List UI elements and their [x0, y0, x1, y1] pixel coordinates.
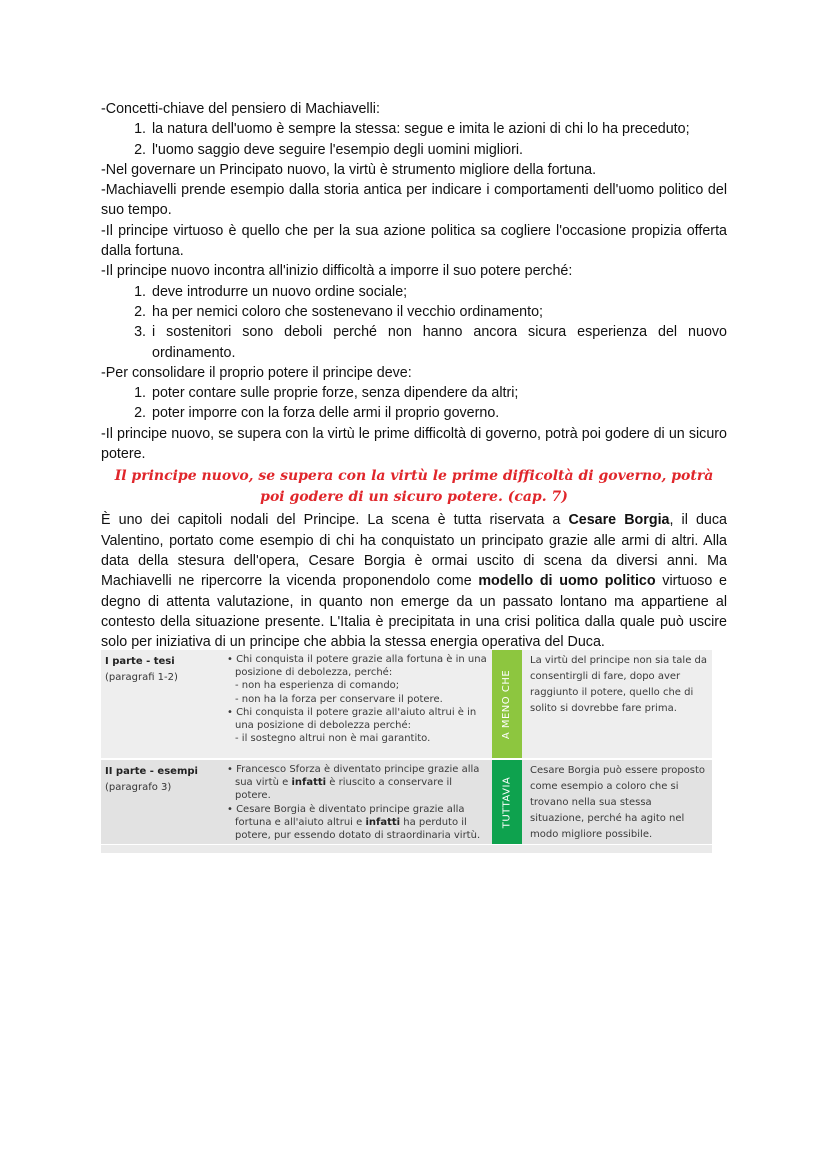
chapter-heading: Il principe nuovo, se supera con la virtù le prime difficoltà di governo, potrà poi godere di un sicuro potere. (cap. 7): [114, 468, 714, 506]
chapter-text-part: , il duca Valentino, portato come esempio di chi ha conquistato un principato grazie alle armi di altri. Alla data della stesura dell'opera, Cesare Borgia è ormai uscito di scena da diversi anni. Ma Machiavelli ne ripercorre la vicenda proponendolo come: [101, 512, 727, 590]
bullet-text: ha perduto il potere, pur essendo dotato di straordinaria virtù.: [235, 816, 481, 842]
analysis-table: [101, 650, 712, 853]
row-heading: [101, 650, 219, 758]
bullet-text: • Francesco Sforza è diventato principe grazie alla sua virtù e: [227, 764, 480, 789]
row-note: La virtù del principe non sia tale da consentirgli di fare, dopo aver raggiunto il potere, quello che di solito si dovrebbe fare prima.: [530, 655, 708, 714]
row-title: I parte - tesi: [105, 656, 175, 667]
bullet-bold: infatti: [291, 777, 327, 789]
row-subtitle: (paragrafo 3): [105, 782, 172, 793]
bullet-bold: infatti: [365, 816, 401, 828]
key-concepts-list: [101, 119, 727, 160]
row-note: Cesare Borgia può essere proposto come esempio a coloro che si trovano nella sua stessa situazione, perché ha agito nel modo migliore possibile.: [530, 765, 706, 840]
row-subtitle: (paragrafi 1-2): [105, 672, 178, 683]
paragraph: -Il principe virtuoso è quello che per la sua azione politica sa cogliere l'occasione propizia offerta dalla fortuna.: [101, 222, 727, 260]
table-row: [101, 650, 712, 758]
chapter-paragraph: [101, 510, 727, 652]
chapter-text-bold: modello di uomo politico: [478, 573, 656, 590]
table-row-empty: [101, 844, 712, 853]
list-item: 2. ha per nemici coloro che sostenevano il vecchio ordinamento;: [150, 302, 727, 322]
paragraph: -Machiavelli prende esempio dalla storia antica per indicare i comportamenti dell'uomo politico del suo tempo.: [101, 182, 727, 219]
chapter-text-part: virtuoso e degno di attenta valutazione, in quanto non emerge da un passato lontano ma appartiene al contesto della situazione presente. L'Italia è precipitata in una crisi politica dalla quale può uscire solo per iniziativa di un principe che abbia la stessa energia operativa del Duca.: [101, 573, 727, 651]
list-item: 3. i sostenitori sono deboli perché non hanno ancora sicura esperienza del nuovo ordinamento.: [150, 322, 727, 363]
difficulties-heading: -Il principe nuovo incontra all'inizio difficoltà a imporre il suo potere perché:: [101, 263, 573, 280]
consolidate-list: [101, 383, 727, 424]
bullet-text: • Cesare Borgia è diventato principe grazie alla fortuna e all'aiuto altrui e: [227, 803, 465, 828]
list-item: 1. deve introdurre un nuovo ordine sociale;: [150, 282, 727, 302]
bullet: • Chi conquista il potere grazie all'aiuto altrui è in una posizione di debolezza perché:: [227, 706, 477, 732]
connector-label: A MENO CHE: [501, 669, 513, 739]
difficulties-list: [101, 282, 727, 363]
row-content: [219, 760, 492, 844]
chapter-text-bold: Cesare Borgia: [568, 512, 670, 529]
paragraph: -Il principe nuovo, se supera con la virtù le prime difficoltà di governo, potrà poi godere di un sicuro potere.: [101, 425, 727, 463]
consolidate-heading: -Per consolidare il proprio potere il principe deve:: [101, 364, 412, 381]
bullet: [227, 763, 488, 803]
sub-bullet: - il sostegno altrui non è mai garantito.: [235, 733, 431, 745]
row-heading: [101, 760, 219, 844]
list-item: 1. la natura dell'uomo è sempre la stessa: segue e imita le azioni di chi lo ha preceduto;: [150, 119, 727, 139]
list-item: 2. poter imporre con la forza delle armi il proprio governo.: [150, 403, 727, 423]
list-item: 2. l'uomo saggio deve seguire l'esempio degli uomini migliori.: [150, 140, 727, 160]
sub-bullet: - non ha la forza per conservare il potere.: [235, 693, 443, 705]
connector-band: [492, 760, 522, 844]
connector-band: [492, 650, 522, 758]
paragraph: -Nel governare un Principato nuovo, la virtù è strumento migliore della fortuna.: [101, 161, 597, 178]
row-title: II parte - esempi: [105, 766, 198, 777]
sub-bullet: - non ha esperienza di comando;: [235, 680, 400, 692]
chapter-text-part: È uno dei capitoli nodali del Principe. La scena è tutta riservata a: [101, 512, 569, 529]
list-item: 1. poter contare sulle proprie forze, senza dipendere da altri;: [150, 383, 727, 403]
row-content: [219, 650, 492, 758]
table-row: [101, 758, 712, 844]
bullet-text: è riuscito a conservare il potere.: [235, 777, 453, 802]
bullet: • Chi conquista il potere grazie alla fortuna è in una posizione di debolezza, perché:: [227, 654, 487, 679]
intro-heading: -Concetti-chiave del pensiero di Machiavelli:: [101, 101, 380, 117]
bullet: [227, 803, 488, 843]
connector-label: TUTTAVIA: [501, 776, 513, 828]
notes-text: [101, 99, 727, 652]
